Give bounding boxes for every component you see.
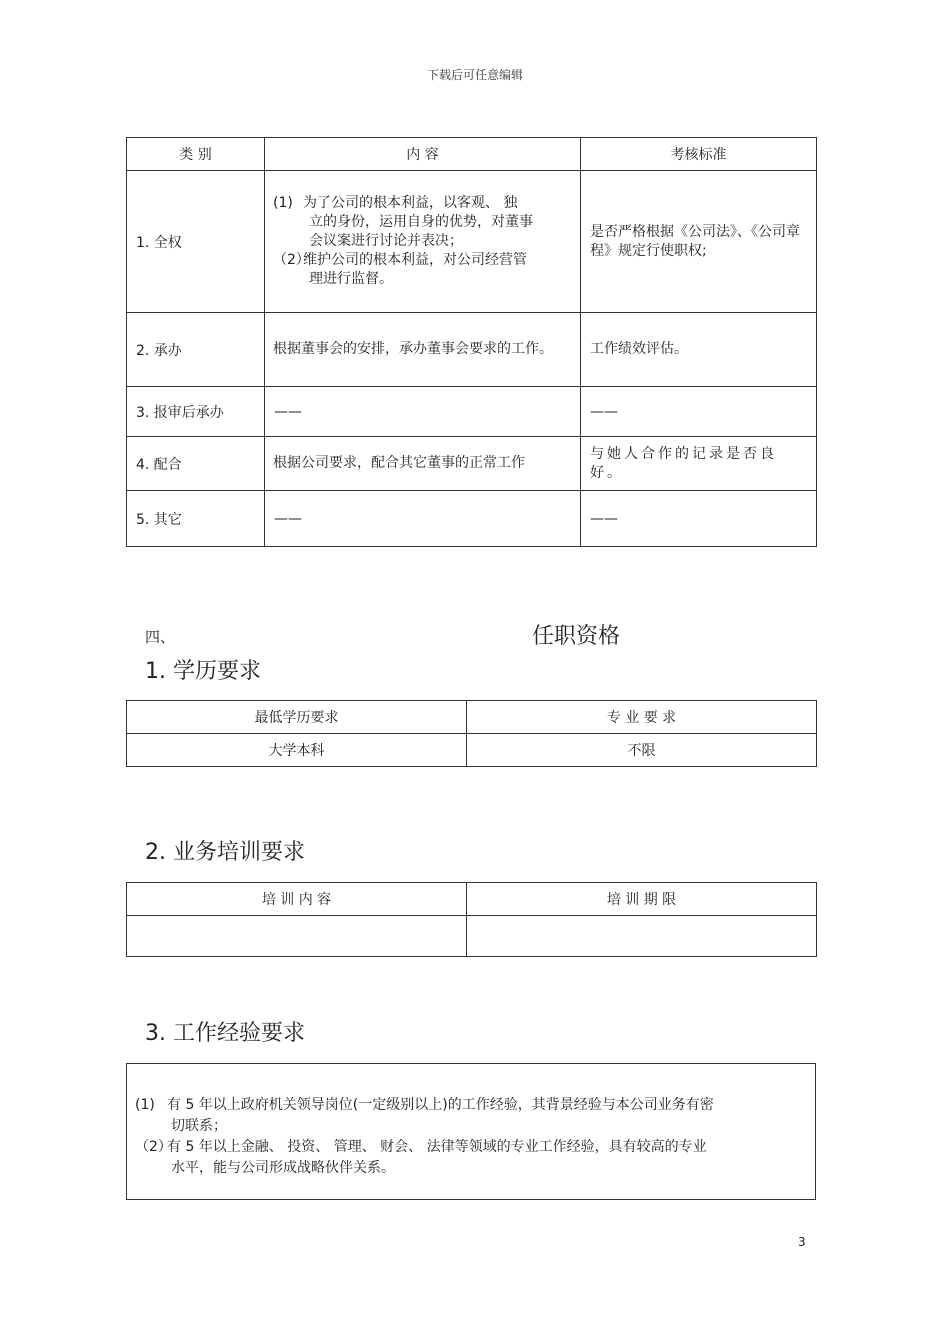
table-header-row <box>127 883 817 916</box>
education-heading: 1. 学历要求 <box>145 659 261 684</box>
table-header-row <box>127 138 817 171</box>
column-header-major: 专 业 要 求 <box>467 701 817 734</box>
row-content: 根据公司要求，配合其它董事的正常工作 <box>265 437 581 491</box>
row-content: —— <box>265 387 581 437</box>
row-standard: 是否严格根据《公司法》、《公司章程》规定行使职权; <box>581 171 817 313</box>
item-number: （2） <box>273 252 310 268</box>
item-text-cont: 切联系； <box>171 1118 227 1134</box>
experience-item <box>135 1137 807 1158</box>
education-table <box>126 700 817 767</box>
row-standard: 与她人合作的记录是否良好。 <box>581 437 817 491</box>
column-header-category: 类 别 <box>127 138 265 171</box>
table-row <box>127 437 817 491</box>
row-category: 2. 承办 <box>127 313 265 387</box>
training-heading: 2. 业务培训要求 <box>145 840 305 865</box>
row-category: 4. 配合 <box>127 437 265 491</box>
training-content-value <box>127 916 467 957</box>
experience-box <box>126 1063 816 1200</box>
column-header-min-education: 最低学历要求 <box>127 701 467 734</box>
row-content: —— <box>265 491 581 547</box>
training-period-value <box>467 916 817 957</box>
education-value: 大学本科 <box>127 734 467 767</box>
table-row <box>127 916 817 957</box>
page-number: 3 <box>798 1235 806 1249</box>
table-row <box>127 734 817 767</box>
section-title: 任职资格 <box>532 624 621 649</box>
row-standard: —— <box>581 491 817 547</box>
training-table <box>126 882 817 957</box>
table-header-row <box>127 701 817 734</box>
row-content <box>265 171 581 313</box>
table-row <box>127 387 817 437</box>
content-item <box>273 194 572 213</box>
item-number: (1) <box>273 195 293 211</box>
table-row <box>127 491 817 547</box>
duty-table <box>126 137 817 547</box>
table-row <box>127 171 817 313</box>
item-text: 有 5 年以上政府机关领导岗位(一定级别以上)的工作经验，其背景经验与本公司业务有密 <box>167 1097 714 1113</box>
row-category: 3. 报审后承办 <box>127 387 265 437</box>
table-row <box>127 313 817 387</box>
experience-heading: 3. 工作经验要求 <box>145 1021 305 1046</box>
column-header-training-content: 培 训 内 容 <box>127 883 467 916</box>
item-text: 为了公司的根本利益，以客观、 独 <box>303 195 518 211</box>
row-standard: 工作绩效评估。 <box>581 313 817 387</box>
column-header-standard: 考核标准 <box>581 138 817 171</box>
major-value: 不限 <box>467 734 817 767</box>
item-text-cont: 理进行监督。 <box>309 271 393 287</box>
item-text: 有 5 年以上金融、 投资、 管理、 财会、 法律等领域的专业工作经验，具有较高的专业 <box>167 1139 707 1155</box>
row-standard: —— <box>581 387 817 437</box>
item-number: (1) <box>135 1097 155 1113</box>
item-text-cont: 水平，能与公司形成战略伙伴关系。 <box>171 1160 395 1176</box>
item-number: （2） <box>135 1139 172 1155</box>
experience-item <box>135 1095 807 1116</box>
row-content: 根据董事会的安排，承办董事会要求的工作。 <box>265 313 581 387</box>
row-category: 1. 全权 <box>127 171 265 313</box>
column-header-training-period: 培 训 期 限 <box>467 883 817 916</box>
page-header: 下载后可任意编辑 <box>426 68 523 82</box>
section-number: 四、 <box>145 628 176 646</box>
column-header-content: 内 容 <box>265 138 581 171</box>
item-text-cont: 会议案进行讨论并表决； <box>309 233 463 249</box>
row-category: 5. 其它 <box>127 491 265 547</box>
item-text-cont: 立的身份，运用自身的优势，对董事 <box>309 214 533 230</box>
content-item <box>273 251 572 270</box>
item-text: 维护公司的根本利益，对公司经营管 <box>303 252 527 268</box>
